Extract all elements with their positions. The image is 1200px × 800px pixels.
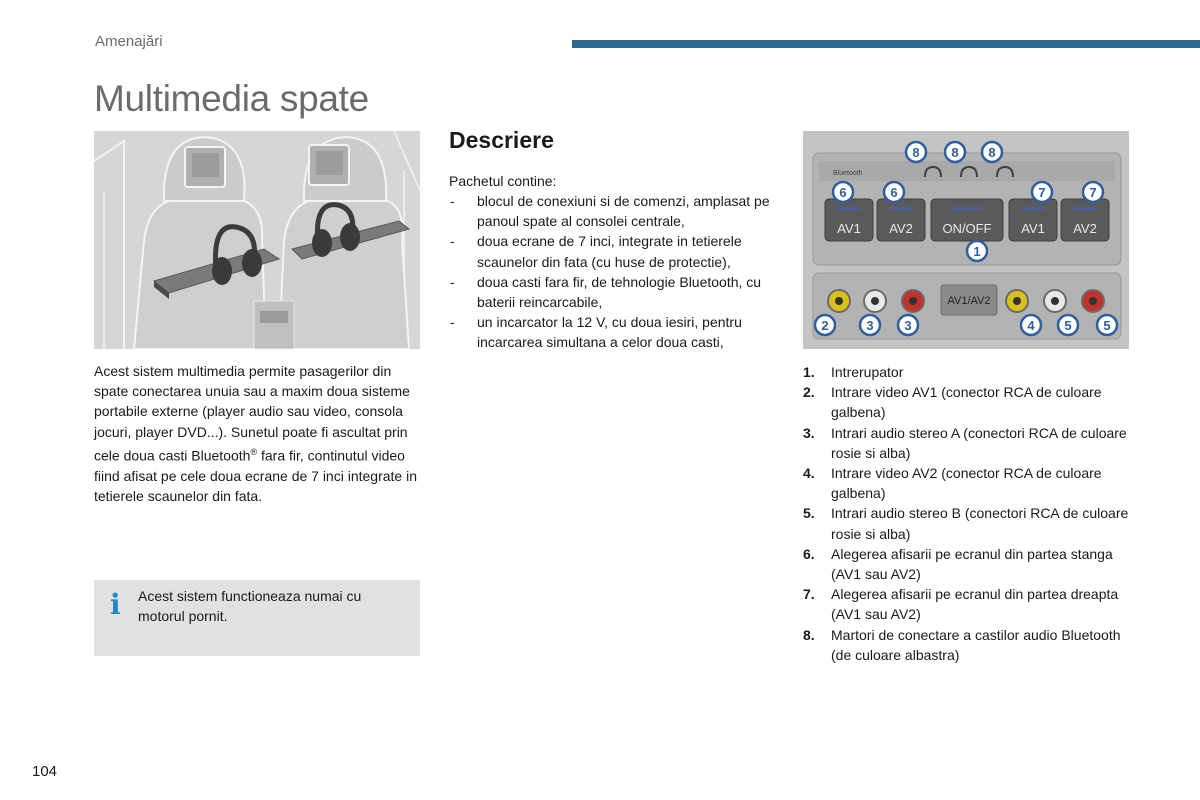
section-label: Amenajări: [95, 33, 163, 50]
legend-number: 4.: [803, 465, 815, 482]
list-item-text: blocul de conexiuni si de comenzi, amplasat pe panoul spate al consolei centrale,: [477, 193, 770, 230]
legend-number: 5.: [803, 505, 815, 522]
rear-seats-illustration: [94, 131, 420, 349]
av2-right-label: AV2: [1073, 221, 1097, 236]
legend-number: 2.: [803, 384, 815, 401]
callout-7: 7: [1089, 185, 1097, 200]
page-number: 104: [32, 763, 58, 780]
callout-1: 1: [973, 244, 981, 259]
control-panel-illustration: [803, 131, 1129, 349]
legend-text: Martori de conectare a castilor audio Bluetooth (de culoare albastra): [831, 626, 1121, 663]
callout-2: 2: [821, 318, 829, 333]
legend-item: [803, 584, 1133, 624]
av1-right-label: AV1: [1021, 221, 1045, 236]
description-intro: Pachetul contine:: [449, 173, 557, 189]
on-off-label: ON/OFF: [942, 221, 992, 236]
header-accent-bar: [572, 40, 1200, 48]
legend-item: [803, 362, 1133, 382]
description-list: [449, 191, 779, 353]
legend-number: 3.: [803, 424, 815, 441]
legend-text: Intrerupator: [831, 364, 904, 380]
list-item-text: doua ecrane de 7 inci, integrate in tetierele scaunelor din fata (cu huse de protectie),: [477, 233, 742, 270]
legend-item: [803, 544, 1133, 584]
list-item: - doua ecrane de 7 inci, integrate in tetierele scaunelor din fata (cu huse de protectie),: [450, 233, 742, 270]
callout-8: 8: [951, 145, 959, 160]
bluetooth-label: Bluetooth: [833, 170, 863, 177]
intro-text-part2: fara fir, continutul video fiind afisat pe cele doua ecrane de 7 inci integrate in tetierele scaunelor din fata.: [94, 447, 417, 504]
legend-text: Intrare video AV2 (conector RCA de culoare galbena): [831, 465, 1102, 502]
callout-6: 6: [890, 185, 898, 200]
legend-text: Alegerea afisarii pe ecranul din partea dreapta (AV1 sau AV2): [831, 586, 1119, 623]
legend-item: [803, 382, 1133, 422]
legend-number: 8.: [803, 626, 815, 643]
info-box: [94, 580, 420, 656]
callout-8: 8: [912, 145, 920, 160]
intro-text-part1: Acest sistem multimedia permite pasagerilor din spate conectarea unuia sau a maxim doua sisteme portabile externe (player audio sau video, consola jocuri, player DVD...). Sunetul poate fi ascultat prin cele doua casti Bluetooth: [94, 363, 410, 464]
intro-paragraph: [94, 361, 424, 506]
callout-7: 7: [1038, 185, 1046, 200]
callout-6: 6: [839, 185, 847, 200]
callout-3: 3: [866, 318, 874, 333]
av-switch-label: AV1/AV2: [947, 295, 991, 307]
legend-item: [803, 463, 1133, 503]
legend-number: 1.: [803, 364, 815, 380]
info-icon: i: [110, 588, 121, 621]
list-item: - un incarcator la 12 V, cu doua iesiri, pentru incarcarea simultana a celor doua casti,: [450, 314, 742, 351]
legend-text: Intrari audio stereo A (conectori RCA de culoare rosie si alba): [831, 424, 1127, 461]
legend-text: Intrari audio stereo B (conectori RCA de culoare rosie si alba): [831, 505, 1129, 542]
callout-4: 4: [1027, 318, 1035, 333]
callout-8: 8: [988, 145, 996, 160]
page-title: Multimedia spate: [94, 78, 369, 119]
list-item: - blocul de conexiuni si de comenzi, amplasat pe panoul spate al consolei centrale,: [450, 193, 770, 230]
callout-5: 5: [1103, 318, 1111, 333]
info-text: Acest sistem functioneaza numai cu motorul pornit.: [138, 588, 362, 625]
legend-item: [803, 503, 1133, 543]
callout-5: 5: [1064, 318, 1072, 333]
legend-list: [803, 362, 1133, 665]
legend-item: [803, 423, 1133, 463]
description-heading: Descriere: [449, 127, 554, 153]
callout-3: 3: [904, 318, 912, 333]
legend-text: Intrare video AV1 (conector RCA de culoare galbena): [831, 384, 1102, 421]
legend-text: Alegerea afisarii pe ecranul din partea stanga (AV1 sau AV2): [831, 545, 1113, 583]
legend-number: 7.: [803, 586, 815, 603]
list-item: - doua casti fara fir, de tehnologie Bluetooth, cu baterii reincarcabile,: [450, 273, 762, 311]
legend-number: 6.: [803, 545, 815, 562]
list-item-text: un incarcator la 12 V, cu doua iesiri, pentru incarcarea simultana a celor doua casti,: [477, 314, 742, 351]
legend-item: [803, 625, 1133, 665]
list-item-text: doua casti fara fir, de tehnologie Bluetooth, cu baterii reincarcabile,: [477, 273, 762, 311]
registered-mark: ®: [250, 446, 258, 457]
av2-left-label: AV2: [889, 221, 913, 236]
av1-left-label: AV1: [837, 221, 861, 236]
